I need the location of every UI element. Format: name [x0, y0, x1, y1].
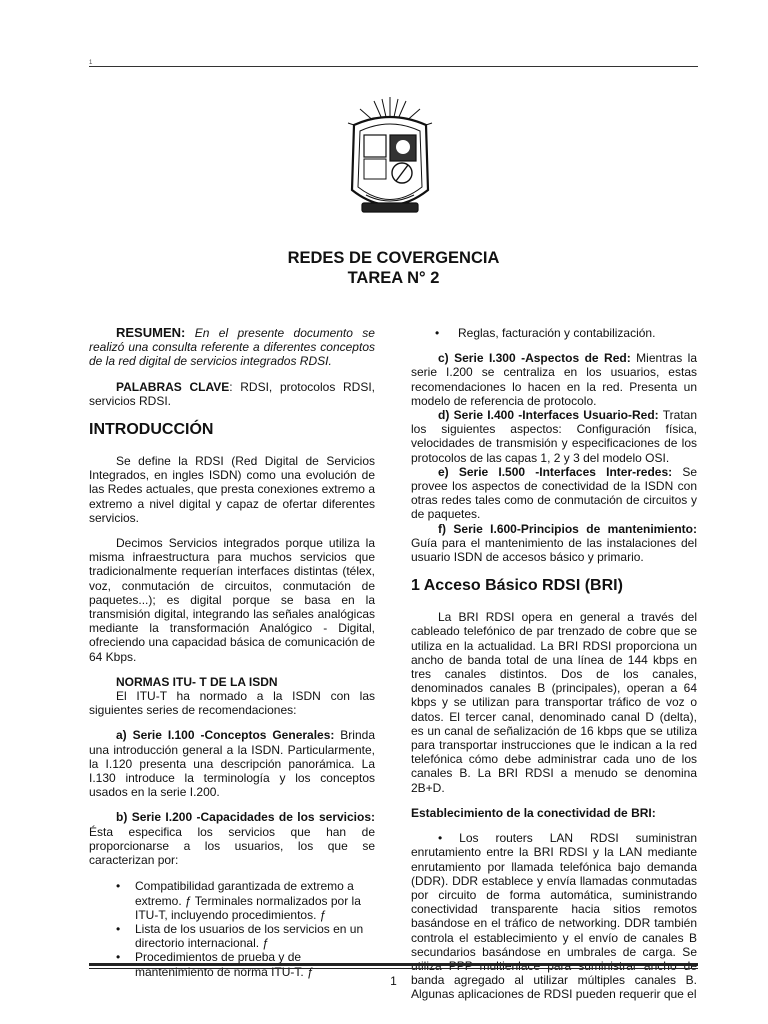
serie-f-text: Guía para el mantenimiento de las instalaciones del usuario ISDN de accesos básico y primario.	[411, 535, 697, 565]
footer-rule	[89, 963, 698, 966]
keywords-paragraph	[89, 380, 375, 408]
header-page-mark: 1	[89, 60, 93, 66]
serie-d-paragraph	[411, 408, 697, 465]
list-item: • Procedimientos de prueba y de mantenimiento de norma ITU-T. ƒ	[89, 950, 375, 978]
keywords-text: : RDSI, protocolos RDSI, servicios RDSI.	[89, 379, 376, 408]
serie-f-paragraph	[411, 522, 697, 565]
estab-paragraph: • Los routers LAN RDSI suministran enrutamiento entre la BRI RDSI y la LAN mediante enrutamiento por llamada telefónica bajo demanda (DDR). DDR establece y envía llamadas conmutadas por circuito de forma automática, suministrando conectividad transparente hacia sitios remotos basándose en el tráfico de networking. DDR también controla el establecimiento y el envío de canales B secundarios basándose en umbrales de carga. Se utiliza PPP multienlace para suministrar ancho de banda agregado al utilizar múltiples canales B. Algunas aplicaciones de RDSI pueden requerir que el	[411, 831, 697, 1002]
serie-b-text: Ésta especifica los servicios que han de proporcionarse a los usuarios, los que se caracterizan por:	[89, 824, 375, 868]
serie-e-paragraph	[411, 465, 697, 522]
list-item: • Compatibilidad garantizada de extremo a extremo. ƒ Terminales normalizados por la ITU-T, incluyendo procedimientos. ƒ	[89, 879, 375, 922]
resumen-label: RESUMEN:	[116, 325, 186, 340]
list-item: • Lista de los usuarios de los servicios en un directorio internacional. ƒ	[89, 922, 375, 950]
left-column	[89, 326, 375, 979]
serie-c-paragraph	[411, 351, 697, 408]
intro-paragraph-2: Decimos Servicios integrados porque utiliza la misma infraestructura para muchos servicios que tradicionalmente requerían interfaces distintas (télex, voz, conmutación de circuitos, conmutación de paquetes...); es digital porque se basa en la transmisión digital, integrando las señales analógicas mediante la transformación Analógico - Digital, ofreciendo una capacidad básica de comunicación de 64 Kbps.	[89, 536, 375, 664]
document-title	[89, 248, 698, 288]
serie-b-label: b) Serie I.200 -Capacidades de los servicios:	[116, 810, 375, 825]
list-item: • Reglas, facturación y contabilización.	[411, 326, 697, 340]
title-line-1: REDES DE COVERGENCIA	[287, 249, 500, 267]
reglas-list	[411, 326, 697, 340]
keywords-label: PALABRAS CLAVE	[116, 379, 230, 394]
bri-heading: 1 Acceso Básico RDSI (BRI)	[411, 577, 623, 595]
serie-c-text: Mientras la serie I.200 se centraliza en los usuarios, estas recomendaciones lo hacen en la red. Presenta un modelo de referencia de protocolo.	[411, 351, 697, 408]
intro-paragraph-1: Se define la RDSI (Red Digital de Servicios Integrados, en ingles ISDN) como una evolución de las Redes actuales, que presta conexiones extremo a extremo a nivel digital y capaz de ofertar diferentes servicios.	[89, 454, 375, 525]
resumen-paragraph	[89, 326, 375, 369]
right-column	[411, 326, 697, 1002]
title-line-2: TAREA N° 2	[347, 269, 440, 287]
intro-heading: INTRODUCCIÓN	[89, 421, 214, 439]
serie-e-text: Se provee los aspectos de conectividad de la ISDN con otras redes tales como de conmutación de circuitos y de paquetes.	[411, 464, 697, 522]
bri-paragraph-1: La BRI RDSI opera en general a través del cableado telefónico de par trenzado de cobre que se utiliza en la actualidad. La BRI RDSI proporciona un ancho de banda total de una línea de 144 kbps en tres canales distintos. Dos de los canales, denominados canales B (principales), operan a 64 kbps y se utilizan para transportar tráfico de voz o datos. El tercer canal, denominado canal D (delta), es un canal de señalización de 16 kbps que se utiliza para transportar instrucciones que le indican a la red telefónica cómo debe administrar cada uno de los canales B. La BRI RDSI a menudo se denomina 2B+D.	[411, 610, 697, 795]
normas-heading: NORMAS ITU- T DE LA ISDN	[116, 674, 278, 689]
serie-a-text: Brinda una introducción general a la ISDN. Particularmente, la I.120 presenta una descripción panorámica. La I.130 introduce la terminología y los conceptos usados en la serie I.200.	[89, 728, 375, 800]
header-rule	[89, 66, 698, 67]
footer-rule-thin	[89, 968, 698, 969]
serie-a-label: a) Serie I.100 -Conceptos Generales:	[116, 728, 335, 743]
serie-e-label: e) Serie I.500 -Interfaces Inter-redes:	[438, 464, 673, 479]
serie-f-label: f) Serie I.600-Principios de mantenimiento:	[438, 521, 697, 536]
university-seal-icon	[344, 95, 436, 230]
serie-d-label: d) Serie I.400 -Interfaces Usuario-Red:	[438, 408, 659, 423]
serie-a-paragraph	[89, 728, 375, 799]
normas-paragraph: El ITU-T ha normado a la ISDN con las siguientes series de recomendaciones:	[89, 689, 375, 718]
serie-d-text: Tratan los siguientes aspectos: Configuración física, velocidades de transmisión y especificaciones de los protocolos de las capas 1, 2 y 3 del modelo OSI.	[411, 408, 697, 465]
serie-b-paragraph	[89, 810, 375, 867]
estab-heading: Establecimiento de la conectividad de BRI:	[411, 805, 656, 820]
resumen-text: En el presente documento se realizó una consulta referente a diferentes conceptos de la red digital de servicios integrados RDSI.	[89, 326, 375, 369]
page-number: 1	[390, 974, 397, 988]
serie-c-label: c) Serie I.300 -Aspectos de Red:	[438, 351, 631, 366]
